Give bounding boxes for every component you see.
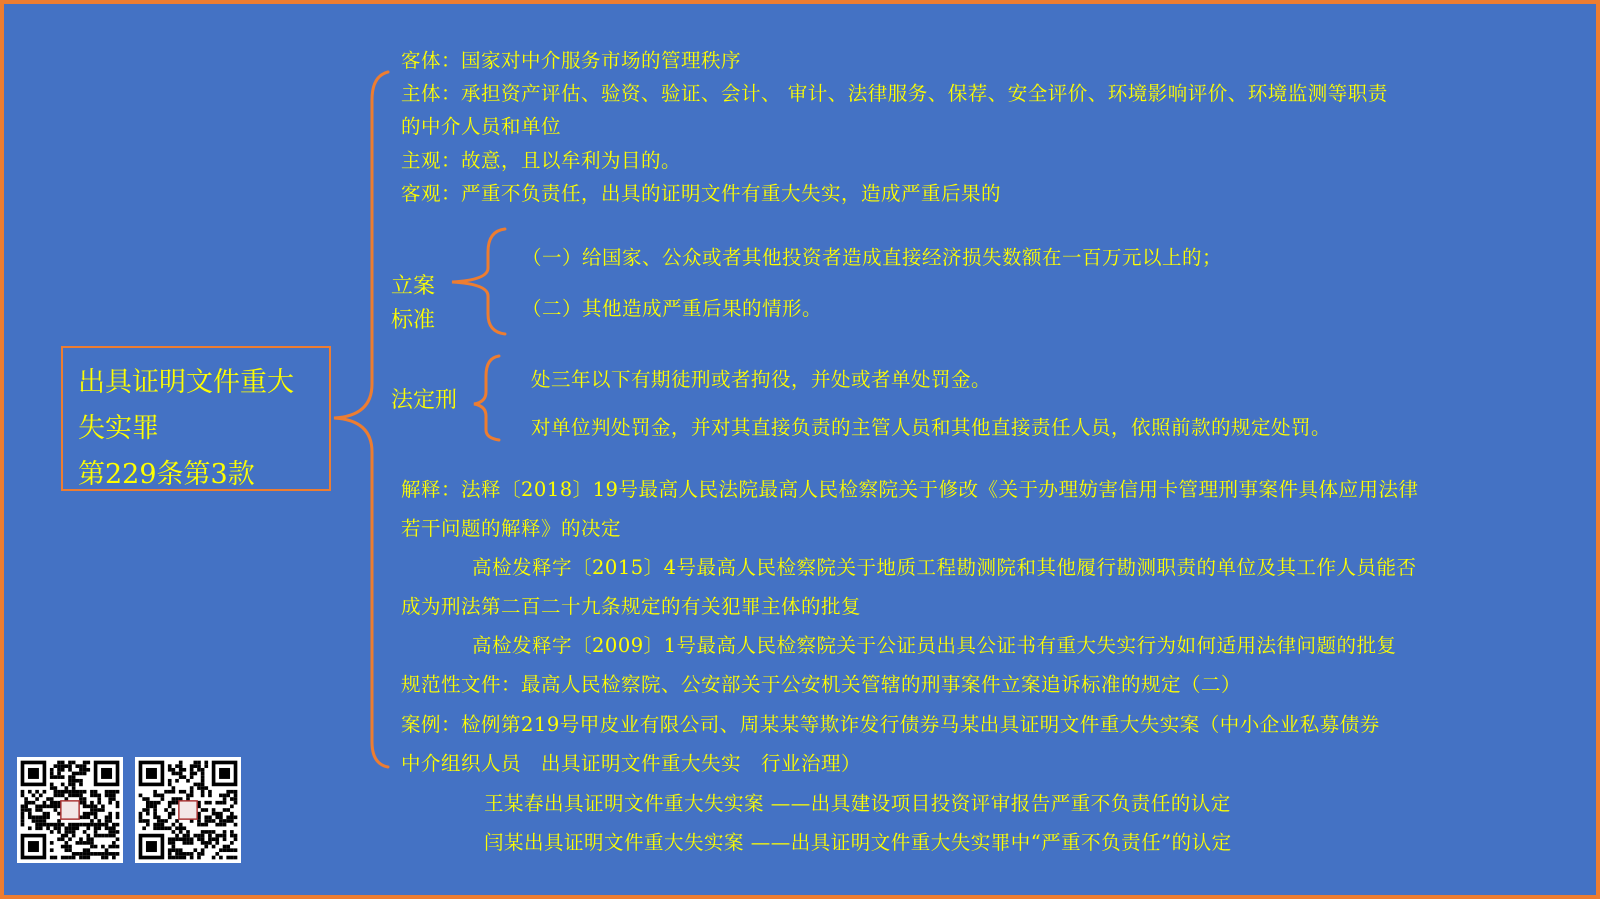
penalty-item: 处三年以下有期徒刑或者拘役，并处或者单处罚金。 xyxy=(531,368,992,391)
qr-code-icon xyxy=(135,757,241,863)
subject-item-cont: 的中介人员和单位 xyxy=(401,115,562,138)
normative-document-item: 规范性文件：最高人民检察院、公安部关于公安机关管辖的刑事案件立案追诉标准的规定（二） xyxy=(401,673,1242,696)
object-item: 客体：国家对中介服务市场的管理秩序 xyxy=(401,49,742,72)
subjective-item: 主观：故意，且以牟利为目的。 xyxy=(401,149,682,172)
penalty-item: 对单位判处罚金，并对其直接负责的主管人员和其他直接责任人员，依照前款的规定处罚。 xyxy=(531,416,1332,439)
filing-brace xyxy=(452,229,505,334)
crime-title-box xyxy=(61,346,331,491)
case-item: 闫某出具证明文件重大失实案 ——出具证明文件重大失实罪中“严重不负责任”的认定 xyxy=(484,831,1232,854)
objective-item: 客观：严重不负责任，出具的证明文件有重大失实，造成严重后果的 xyxy=(401,182,1002,205)
case-item-cont: 中介组织人员 出具证明文件重大失实 行业治理） xyxy=(401,752,862,775)
filing-standard-label-1: 立案 xyxy=(391,274,436,299)
subject-item: 主体：承担资产评估、验资、验证、会计、 审计、法律服务、保荐、安全评价、环境影响评价、环境监测等职责 xyxy=(401,82,1388,105)
crime-title-line2: 失实罪 xyxy=(78,413,159,444)
main-brace xyxy=(334,72,388,767)
case-item: 王某春出具证明文件重大失实案 ——出具建设项目投资评审报告严重不负责任的认定 xyxy=(484,792,1231,815)
qr-code-icon xyxy=(17,757,123,863)
crime-title-line1: 出具证明文件重大 xyxy=(78,367,294,398)
interpretation-item: 高检发释字〔2009〕1号最高人民检察院关于公证员出具公证书有重大失实行为如何适用法律问题的批复 xyxy=(472,634,1397,657)
filing-standard-label-2: 标准 xyxy=(391,308,436,333)
article-reference: 第229条第3款 xyxy=(78,459,255,490)
filing-standard-item: （二）其他造成严重后果的情形。 xyxy=(522,297,823,320)
interpretation-item: 解释：法释〔2018〕19号最高人民法院最高人民检察院关于修改《关于办理妨害信用卡管理刑事案件具体应用法律 xyxy=(401,478,1419,501)
interpretation-item-cont: 成为刑法第二百二十九条规定的有关犯罪主体的批复 xyxy=(401,595,862,618)
interpretation-item: 高检发释字〔2015〕4号最高人民检察院关于地质工程勘测院和其他履行勘测职责的单位及其工作人员能否 xyxy=(472,556,1417,579)
penalty-label: 法定刑 xyxy=(391,388,458,413)
penalty-brace xyxy=(474,356,499,440)
filing-standard-item: （一）给国家、公众或者其他投资者造成直接经济损失数额在一百万元以上的； xyxy=(522,246,1223,269)
case-item: 案例：检例第219号甲皮业有限公司、周某某等欺诈发行债券马某出具证明文件重大失实案（中小企业私募债券 xyxy=(401,713,1380,736)
interpretation-item-cont: 若干问题的解释》的决定 xyxy=(401,517,622,540)
